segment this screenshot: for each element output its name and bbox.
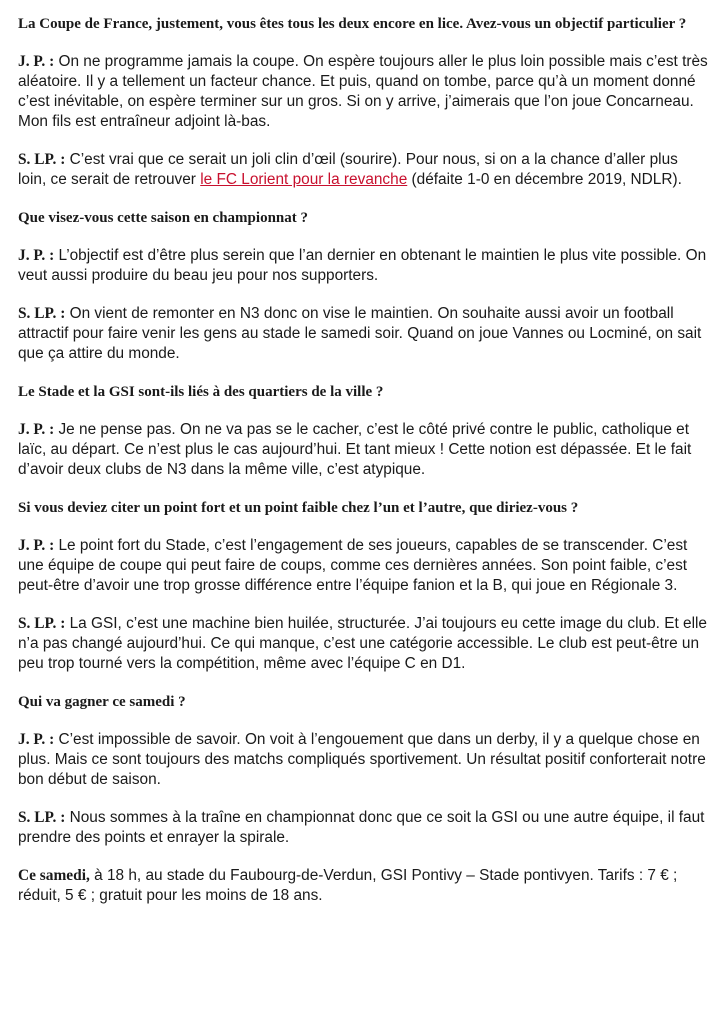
- answer-text: On vient de remonter en N3 donc on vise le maintien. On souhaite aussi avoir un football attractif pour faire venir les gens au stade le samedi soir. Quand on joue Vannes ou Locminé, on sait que ça attire du monde.: [18, 305, 702, 362]
- speaker-label: S. LP. :: [18, 151, 66, 168]
- answer-paragraph: [18, 730, 708, 790]
- question-heading: Qui va gagner ce samedi ?: [18, 694, 186, 710]
- answer-text: On ne programme jamais la coupe. On espère toujours aller le plus loin possible mais c’est très aléatoire. Il y a tellement un facteur chance. Et puis, quand on tombe, parce qu’à un moment donné c’est inévitable, on espère terminer sur un gros. Si on y arrive, j’aimerais que l’on joue Concarneau. Mon fils est entraîneur adjoint là-bas.: [18, 53, 708, 130]
- answer-text: C’est impossible de savoir. On voit à l’engouement que dans un derby, il y a quelque chose en plus. Mais ce sont toujours des matchs compliqués sportivement. Un résultat positif conforterait notre bon début de saison.: [18, 731, 706, 788]
- answer-paragraph: [18, 808, 708, 848]
- question-heading: La Coupe de France, justement, vous êtes tous les deux encore en lice. Avez-vous un objectif particulier ?: [18, 16, 687, 32]
- speaker-label: J. P. :: [18, 53, 55, 70]
- speaker-label: J. P. :: [18, 537, 55, 554]
- speaker-label: J. P. :: [18, 731, 55, 748]
- match-info-lead: Ce samedi,: [18, 867, 90, 884]
- match-info-text: à 18 h, au stade du Faubourg-de-Verdun, GSI Pontivy – Stade pontivyen. Tarifs : 7 € ; réduit, 5 € ; gratuit pour les moins de 18 ans.: [18, 867, 678, 904]
- speaker-label: S. LP. :: [18, 305, 66, 322]
- article-link[interactable]: le FC Lorient pour la revanche: [200, 171, 408, 188]
- answer-paragraph: [18, 614, 708, 674]
- question-heading: Si vous deviez citer un point fort et un point faible chez l’un et l’autre, que diriez-vous ?: [18, 500, 579, 516]
- answer-text: La GSI, c’est une machine bien huilée, structurée. J’ai toujours eu cette image du club. Et elle n’a pas changé aujourd’hui. Ce qui manque, c’est une catégorie accessible. Le club est peut-être un peu trop tourné vers la compétition, même avec l’équipe C en D1.: [18, 615, 707, 672]
- article-body: [18, 14, 708, 924]
- answer-text: L’objectif est d’être plus serein que l’an dernier en obtenant le maintien le plus vite possible. On veut aussi produire du beau jeu pour nos supporters.: [18, 247, 707, 284]
- answer-text: Nous sommes à la traîne en championnat donc que ce soit la GSI ou une autre équipe, il faut prendre des points et enrayer la spirale.: [18, 809, 705, 846]
- answer-paragraph: [18, 420, 708, 480]
- answer-text: Le point fort du Stade, c’est l’engagement de ses joueurs, capables de se transcender. C’est une équipe de coupe qui peut faire de coups, comme ces dernières années. Son point faible, c’est peut-être d’avoir une trop grosse différence entre l’équipe fanion et la B, qui joue en Régionale 3.: [18, 537, 688, 594]
- question-heading: Que visez-vous cette saison en championnat ?: [18, 210, 308, 226]
- speaker-label: S. LP. :: [18, 615, 66, 632]
- question-heading: Le Stade et la GSI sont-ils liés à des quartiers de la ville ?: [18, 384, 384, 400]
- answer-paragraph: [18, 246, 708, 286]
- answer-paragraph: [18, 304, 708, 364]
- match-info-paragraph: [18, 866, 708, 906]
- answer-text: Je ne pense pas. On ne va pas se le cacher, c’est le côté privé contre le public, catholique et laïc, au départ. Ce n’est plus le cas aujourd’hui. Et tant mieux ! Cette notion est dépassée. Et le fait d’avoir deux clubs de N3 dans la même ville, c’est atypique.: [18, 421, 692, 478]
- answer-paragraph: [18, 52, 708, 132]
- speaker-label: J. P. :: [18, 247, 55, 264]
- answer-text: C’est vrai que ce serait un joli clin d’œil (sourire). Pour nous, si on a la chance d’aller plus loin, ce serait de retrouver: [18, 151, 678, 188]
- speaker-label: S. LP. :: [18, 809, 66, 826]
- speaker-label: J. P. :: [18, 421, 55, 438]
- answer-paragraph: [18, 536, 708, 596]
- answer-paragraph: [18, 150, 708, 190]
- answer-text: (défaite 1-0 en décembre 2019, NDLR).: [407, 171, 682, 188]
